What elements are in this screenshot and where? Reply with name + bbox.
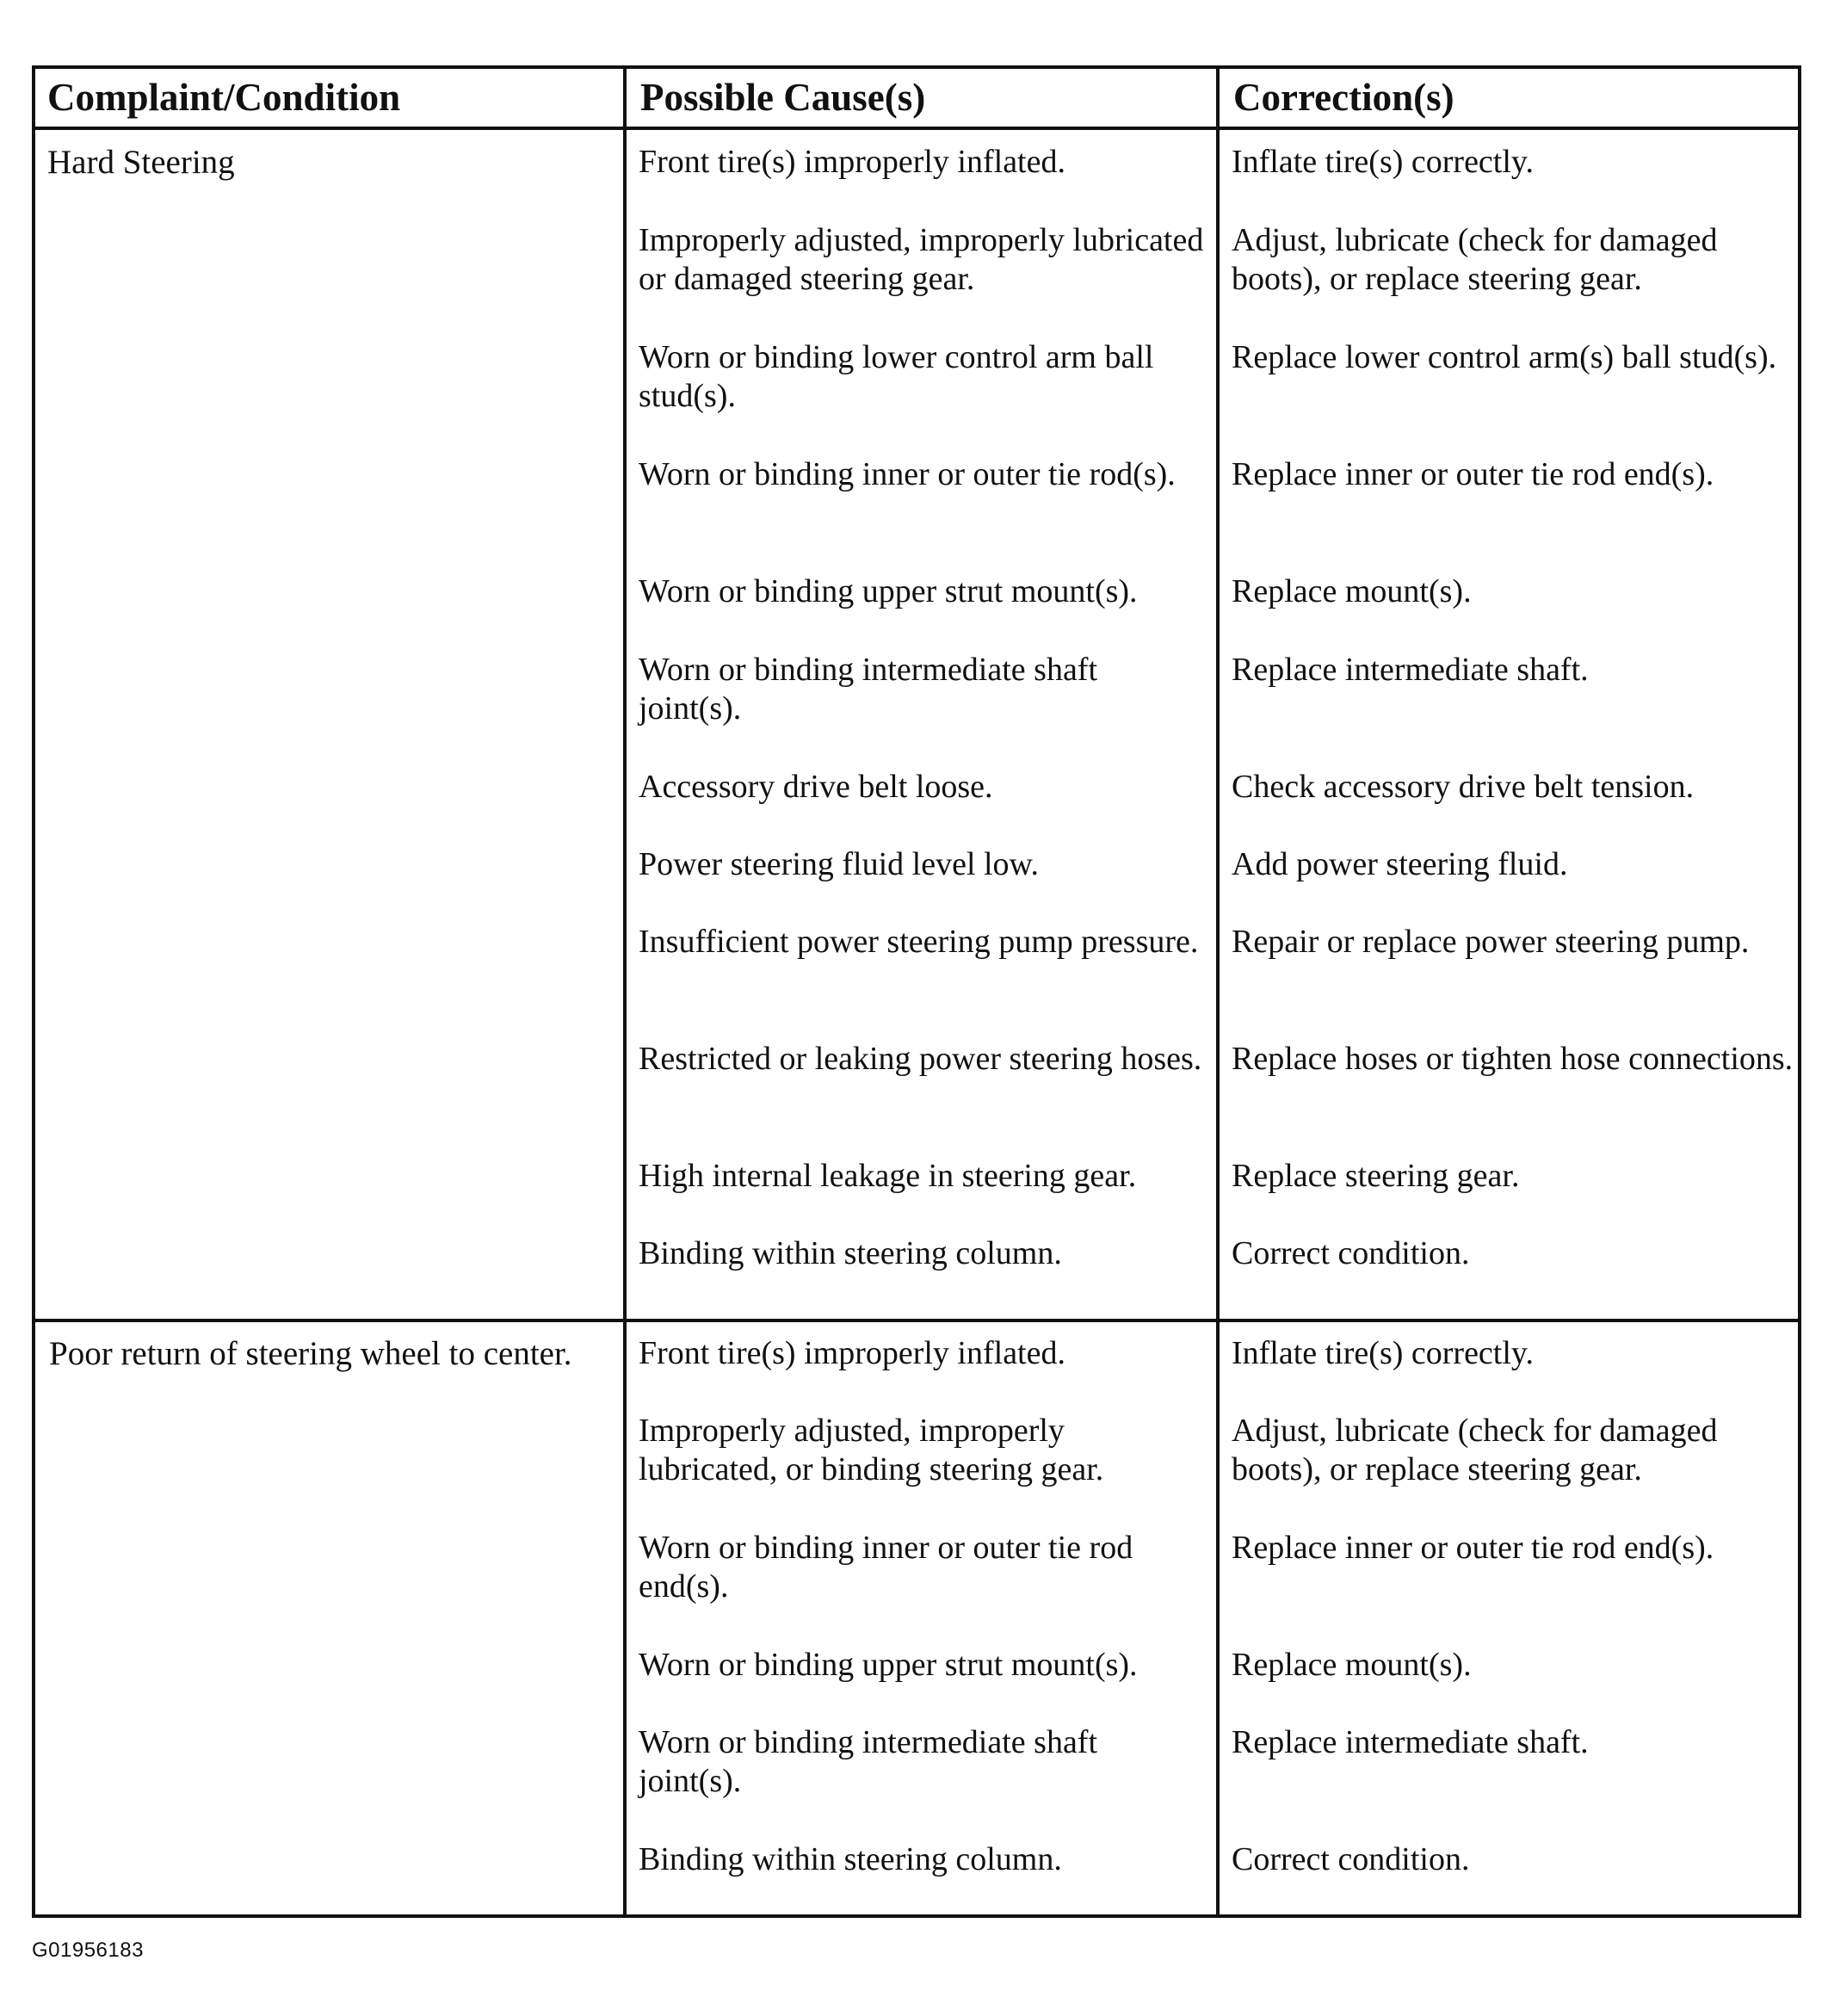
cause-cell: Worn or binding upper strut mount(s). xyxy=(639,1647,1138,1683)
cause-cell: Binding within steering column. xyxy=(639,1841,1062,1877)
column-divider xyxy=(623,69,627,1914)
condition-cell: Hard Steering xyxy=(47,144,235,181)
cause-cell: Improperly adjusted, improperly lubricated or damaged steering gear. xyxy=(639,222,1204,297)
condition-cell: Poor return of steering wheel to center. xyxy=(49,1335,572,1372)
figure-id: G01956183 xyxy=(32,1939,144,1962)
correction-cell: Add power steering fluid. xyxy=(1232,846,1568,882)
cause-cell: Front tire(s) improperly inflated. xyxy=(639,1335,1065,1371)
correction-cell: Correct condition. xyxy=(1232,1841,1470,1877)
correction-cell: Replace mount(s). xyxy=(1232,573,1472,609)
cause-cell: Accessory drive belt loose. xyxy=(639,769,993,805)
correction-cell: Replace lower control arm(s) ball stud(s). xyxy=(1232,339,1777,375)
column-divider xyxy=(1216,69,1220,1914)
correction-cell: Adjust, lubricate (check for damaged boots), or replace steering gear. xyxy=(1232,1413,1718,1487)
correction-cell: Repair or replace power steering pump. xyxy=(1232,924,1750,960)
correction-cell: Replace intermediate shaft. xyxy=(1232,652,1589,688)
cause-cell: Improperly adjusted, improperly lubricated, or binding steering gear. xyxy=(639,1413,1104,1487)
group-divider xyxy=(35,1319,1798,1322)
correction-cell: Replace intermediate shaft. xyxy=(1232,1724,1589,1760)
header-correction: Correction(s) xyxy=(1233,76,1454,119)
cause-cell: Worn or binding inner or outer tie rod(s). xyxy=(639,456,1176,492)
correction-cell: Replace steering gear. xyxy=(1232,1158,1520,1194)
diagnosis-table xyxy=(32,65,1801,1918)
cause-cell: Front tire(s) improperly inflated. xyxy=(639,144,1065,180)
correction-cell: Replace mount(s). xyxy=(1232,1647,1472,1683)
correction-cell: Replace inner or outer tie rod end(s). xyxy=(1232,456,1714,492)
correction-cell: Replace inner or outer tie rod end(s). xyxy=(1232,1530,1714,1566)
header-cause: Possible Cause(s) xyxy=(640,76,926,119)
header-condition: Complaint/Condition xyxy=(47,76,401,119)
table-header-row xyxy=(35,69,1798,130)
correction-cell: Inflate tire(s) correctly. xyxy=(1232,144,1534,180)
cause-cell: Power steering fluid level low. xyxy=(639,846,1040,882)
cause-cell: Insufficient power steering pump pressure. xyxy=(639,924,1199,960)
correction-cell: Inflate tire(s) correctly. xyxy=(1232,1335,1534,1371)
cause-cell: Binding within steering column. xyxy=(639,1235,1062,1271)
cause-cell: High internal leakage in steering gear. xyxy=(639,1158,1137,1194)
cause-cell: Worn or binding lower control arm ball stud(s). xyxy=(639,339,1154,414)
cause-cell: Worn or binding intermediate shaft joint(s). xyxy=(639,652,1098,727)
correction-cell: Adjust, lubricate (check for damaged boots), or replace steering gear. xyxy=(1232,222,1718,297)
correction-cell: Check accessory drive belt tension. xyxy=(1232,769,1695,805)
cause-cell: Restricted or leaking power steering hoses. xyxy=(639,1041,1202,1077)
cause-cell: Worn or binding upper strut mount(s). xyxy=(639,573,1138,609)
cause-cell: Worn or binding intermediate shaft joint(s). xyxy=(639,1724,1098,1799)
correction-cell: Replace hoses or tighten hose connections. xyxy=(1232,1041,1794,1077)
correction-cell: Correct condition. xyxy=(1232,1235,1470,1271)
cause-cell: Worn or binding inner or outer tie rod end(s). xyxy=(639,1530,1133,1605)
